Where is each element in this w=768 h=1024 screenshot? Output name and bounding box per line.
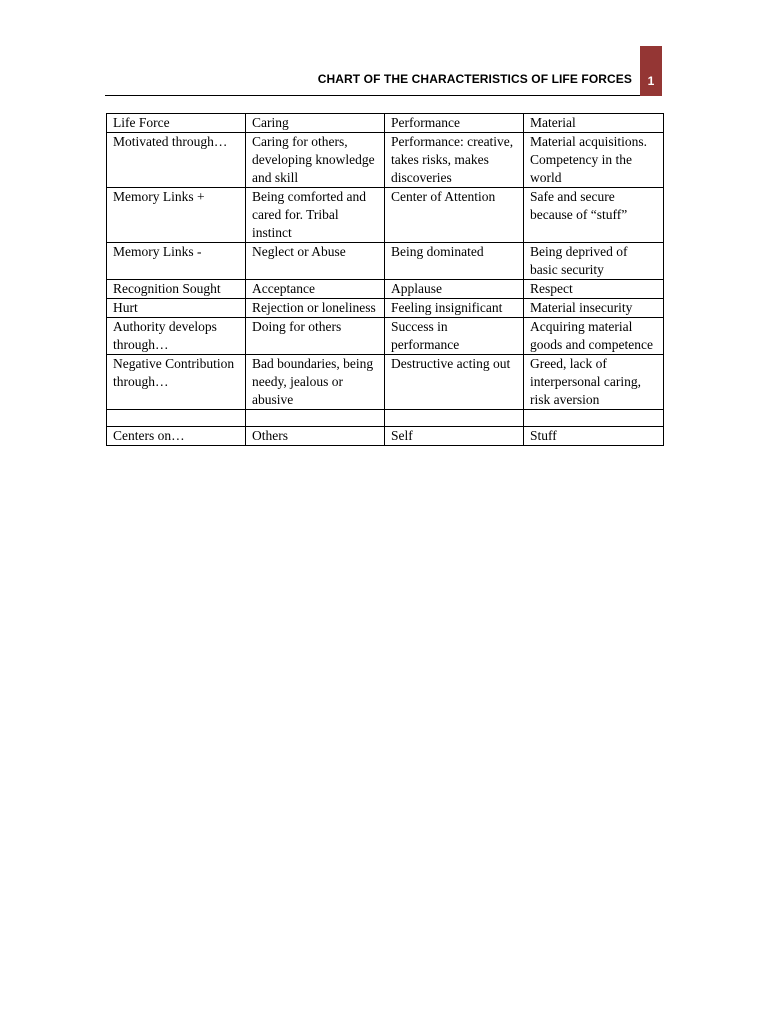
- table-cell: Stuff: [524, 427, 664, 446]
- table-cell: Success in performance: [385, 318, 524, 355]
- table-cell: Applause: [385, 280, 524, 299]
- column-header-caring: Caring: [246, 114, 385, 133]
- life-forces-table: [106, 113, 664, 446]
- table-cell-empty: [246, 410, 385, 427]
- table-cell: Respect: [524, 280, 664, 299]
- table-cell: Rejection or loneliness: [246, 299, 385, 318]
- table-cell: Being dominated: [385, 243, 524, 280]
- column-header-performance: Performance: [385, 114, 524, 133]
- table-row: [107, 280, 664, 299]
- table-cell: Feeling insignificant: [385, 299, 524, 318]
- table-cell: Destructive acting out: [385, 355, 524, 410]
- table-row: [107, 318, 664, 355]
- running-header-title: CHART OF THE CHARACTERISTICS OF LIFE FORCES: [317, 72, 632, 86]
- row-label: Centers on…: [107, 427, 246, 446]
- table-cell: Being comforted and cared for. Tribal instinct: [246, 188, 385, 243]
- page-number: 1: [647, 74, 655, 88]
- row-label: Motivated through…: [107, 133, 246, 188]
- row-label: Authority develops through…: [107, 318, 246, 355]
- table-row-empty: [107, 410, 664, 427]
- page-number-tab: [640, 46, 662, 96]
- table-cell: Material acquisitions. Competency in the world: [524, 133, 664, 188]
- table-row: [107, 427, 664, 446]
- table-cell-empty: [385, 410, 524, 427]
- table-cell: Neglect or Abuse: [246, 243, 385, 280]
- table-cell: Being deprived of basic security: [524, 243, 664, 280]
- row-label: Memory Links -: [107, 243, 246, 280]
- table-cell: Center of Attention: [385, 188, 524, 243]
- table-cell: Doing for others: [246, 318, 385, 355]
- column-header-life-force: Life Force: [107, 114, 246, 133]
- table-cell: Caring for others, developing knowledge and skill: [246, 133, 385, 188]
- table-row: [107, 299, 664, 318]
- row-label: Recognition Sought: [107, 280, 246, 299]
- table-row: [107, 355, 664, 410]
- table-row: [107, 188, 664, 243]
- table-header-row: [107, 114, 664, 133]
- table-cell-empty: [107, 410, 246, 427]
- table-row: [107, 243, 664, 280]
- table-cell-empty: [524, 410, 664, 427]
- row-label: Memory Links +: [107, 188, 246, 243]
- table-cell: Acceptance: [246, 280, 385, 299]
- table-cell: Self: [385, 427, 524, 446]
- table-cell: Safe and secure because of “stuff”: [524, 188, 664, 243]
- table-cell: Greed, lack of interpersonal caring, risk aversion: [524, 355, 664, 410]
- table-cell: Bad boundaries, being needy, jealous or abusive: [246, 355, 385, 410]
- table-row: [107, 133, 664, 188]
- table-cell: Others: [246, 427, 385, 446]
- row-label: Hurt: [107, 299, 246, 318]
- table-cell: Material insecurity: [524, 299, 664, 318]
- table-cell: Performance: creative, takes risks, makes discoveries: [385, 133, 524, 188]
- header-divider: [105, 95, 640, 96]
- table-cell: Acquiring material goods and competence: [524, 318, 664, 355]
- column-header-material: Material: [524, 114, 664, 133]
- row-label: Negative Contribution through…: [107, 355, 246, 410]
